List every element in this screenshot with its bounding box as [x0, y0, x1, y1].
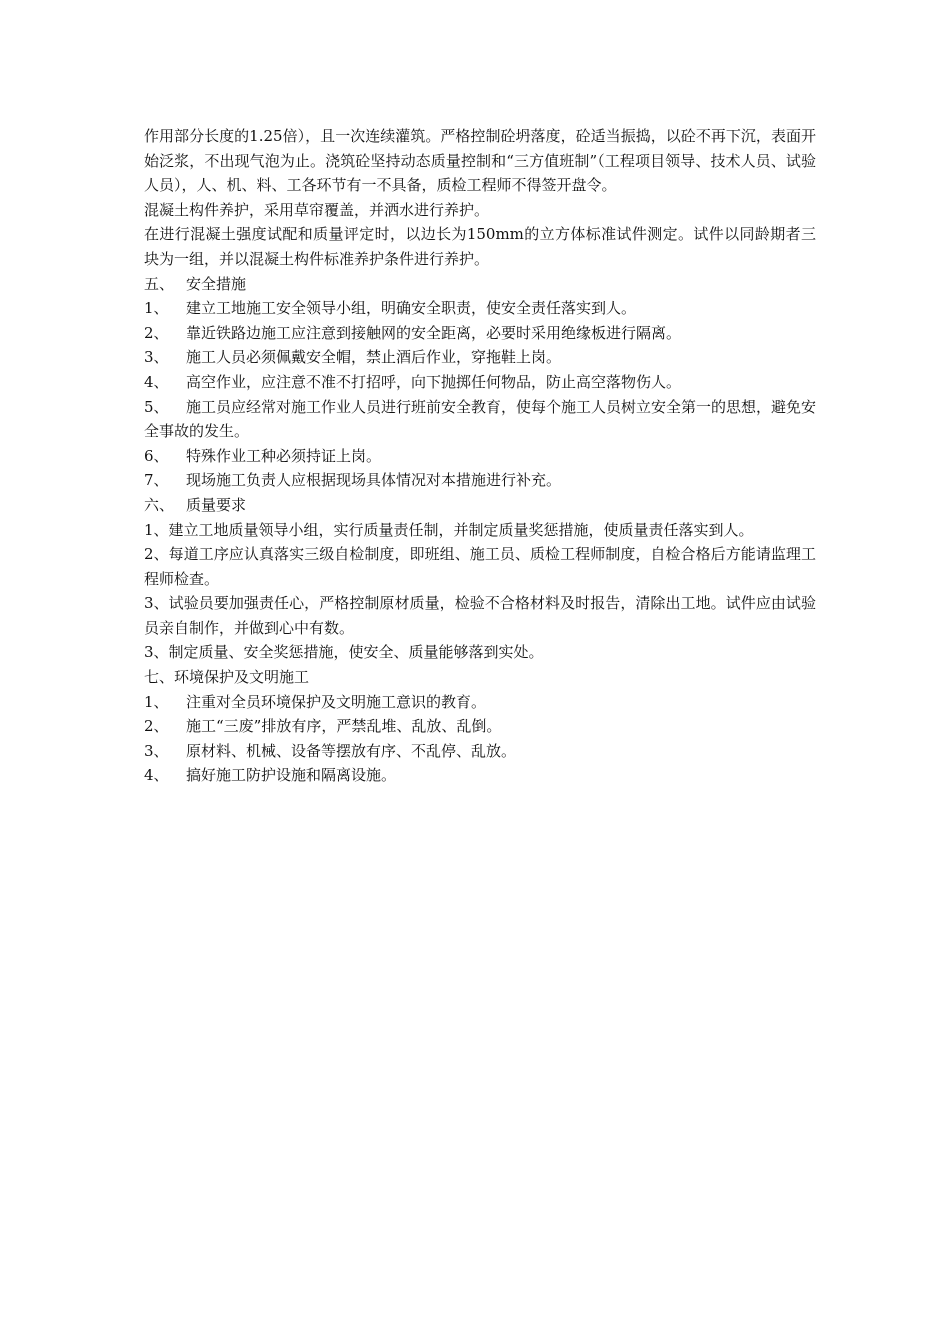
list-item: 2、每道工序应认真落实三级自检制度，即班组、施工员、质检工程师制度，自检合格后方能请监理工程师检查。	[144, 545, 816, 588]
list-item-text: 施工员应经常对施工作业人员进行班前安全教育，使每个施工人员树立安全第一的思想，避免安全事故的发生。	[144, 397, 817, 441]
section-number: 五、	[144, 274, 175, 293]
list-item-text: 特殊作业工种必须持证上岗。	[186, 446, 382, 465]
list-item	[144, 690, 816, 715]
list-item	[144, 370, 816, 395]
list-item-number: 6、	[144, 446, 169, 465]
list-item	[144, 395, 816, 444]
list-item	[144, 468, 816, 493]
list-item	[144, 763, 816, 788]
list-item	[144, 739, 816, 764]
list-item	[144, 714, 816, 739]
section-title: 安全措施	[186, 274, 247, 293]
paragraph-testing: 在进行混凝土强度试配和质量评定时，以边长为150mm的立方体标准试件测定。试件以同龄期者三块为一组，并以混凝土构件标准养护条件进行养护。	[144, 225, 816, 268]
list-item-number: 3、	[144, 741, 169, 760]
list-item-number: 1、	[144, 299, 169, 318]
list-item-text: 高空作业，应注意不准不打招呼，向下抛掷任何物品，防止高空落物伤人。	[186, 372, 682, 391]
list-item-number: 7、	[144, 471, 169, 490]
section-number: 六、	[144, 495, 175, 514]
list-item-number: 1、	[144, 692, 169, 711]
list-item-number: 4、	[144, 766, 169, 785]
list-item-number: 5、	[144, 397, 169, 416]
list-item	[144, 345, 816, 370]
list-item-text: 靠近铁路边施工应注意到接触网的安全距离，必要时采用绝缘板进行隔离。	[186, 323, 682, 342]
list-item-text: 搞好施工防护设施和隔离设施。	[186, 766, 397, 785]
list-item	[144, 296, 816, 321]
list-item	[144, 444, 816, 469]
list-item-number: 4、	[144, 372, 169, 391]
list-item-text: 施工“三废”排放有序，严禁乱堆、乱放、乱倒。	[186, 717, 502, 736]
list-item-number: 2、	[144, 717, 169, 736]
section-heading-environment: 七、环境保护及文明施工	[144, 668, 310, 687]
list-item-text: 现场施工负责人应根据现场具体情况对本措施进行补充。	[186, 471, 562, 490]
section-heading-safety	[144, 272, 816, 297]
section-heading-quality	[144, 493, 816, 518]
list-item-text: 原材料、机械、设备等摆放有序、不乱停、乱放。	[186, 741, 517, 760]
section-title: 质量要求	[186, 495, 247, 514]
list-item-number: 3、	[144, 348, 169, 367]
list-item-text: 建立工地施工安全领导小组，明确安全职责，使安全责任落实到人。	[186, 299, 637, 318]
paragraph-curing: 混凝土构件养护，采用草帘覆盖，并洒水进行养护。	[144, 200, 490, 219]
list-item: 3、制定质量、安全奖惩措施，使安全、质量能够落到实处。	[144, 643, 544, 662]
list-item-number: 2、	[144, 323, 169, 342]
list-item: 1、建立工地质量领导小组，实行质量责任制，并制定质量奖惩措施，使质量责任落实到人。	[144, 520, 754, 539]
paragraph-pouring: 作用部分长度的1.25倍），且一次连续灌筑。严格控制砼坍落度，砼适当振捣，以砼不再下沉，表面开始泛浆，不出现气泡为止。浇筑砼坚持动态质量控制和“三方值班制”（工程项目领导、技术人员、试验人员），人、机、料、工各环节有一不具备，质检工程师不得签开盘令。	[144, 127, 816, 195]
list-item-text: 注重对全员环境保护及文明施工意识的教育。	[186, 692, 487, 711]
document-body	[144, 124, 816, 788]
list-item	[144, 321, 816, 346]
list-item: 3、试验员要加强责任心，严格控制原材质量，检验不合格材料及时报告，清除出工地。试件应由试验员亲自制作，并做到心中有数。	[144, 594, 816, 637]
list-item-text: 施工人员必须佩戴安全帽，禁止酒后作业，穿拖鞋上岗。	[186, 348, 562, 367]
